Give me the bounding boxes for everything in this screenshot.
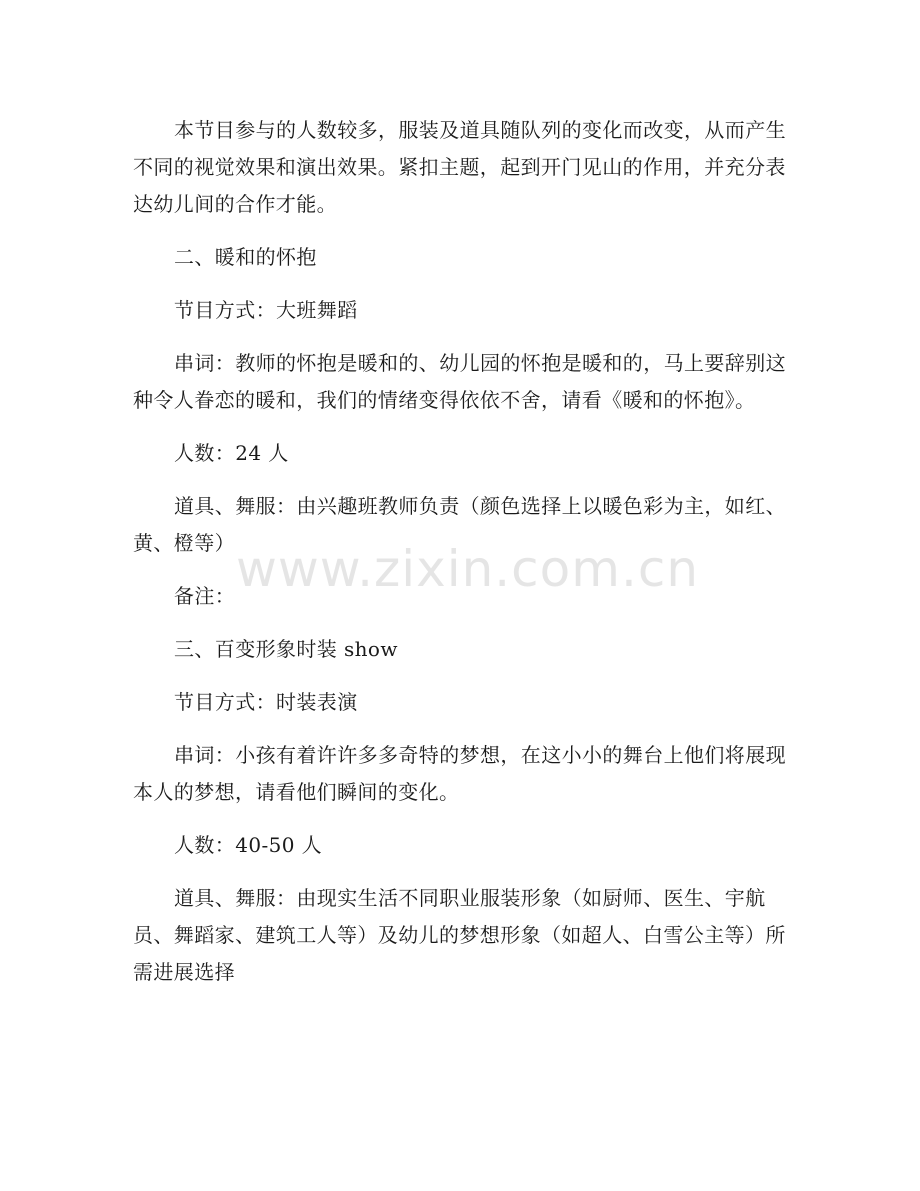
remarks-2: 备注： — [174, 584, 236, 608]
program-format-3: 节目方式：时装表演 — [174, 690, 358, 714]
host-script-2: 串词：教师的怀抱是暖和的、幼儿园的怀抱是暖和的，马上要辞别这种令人眷恋的暖和，我们的情绪变得依依不舍，请看《暖和的怀抱》。 — [133, 351, 786, 412]
participants-2: 人数：24 人 — [174, 441, 289, 465]
section-heading-3: 三、百变形象时装 show — [174, 637, 398, 661]
paragraph-intro: 本节目参与的人数较多，服装及道具随队列的变化而改变，从而产生不同的视觉效果和演出效果。紧扣主题，起到开门见山的作用，并充分表达幼儿间的合作才能。 — [133, 118, 786, 216]
watermark: www.zixin.com.cn — [236, 540, 700, 598]
section-heading-2: 二、暖和的怀抱 — [174, 245, 317, 269]
participants-3: 人数：40-50 人 — [174, 833, 323, 857]
host-script-3: 串词：小孩有着许许多多奇特的梦想，在这小小的舞台上他们将展现本人的梦想，请看他们瞬间的变化。 — [133, 743, 786, 804]
props-costumes-2: 道具、舞服：由兴趣班教师负责（颜色选择上以暖色彩为主，如红、黄、橙等） — [133, 494, 786, 555]
program-format-2: 节目方式：大班舞蹈 — [174, 298, 358, 322]
document-body — [133, 112, 797, 1007]
props-costumes-3: 道具、舞服：由现实生活不同职业服装形象（如厨师、医生、宇航员、舞蹈家、建筑工人等）及幼儿的梦想形象（如超人、白雪公主等）所需进展选择 — [133, 886, 786, 984]
